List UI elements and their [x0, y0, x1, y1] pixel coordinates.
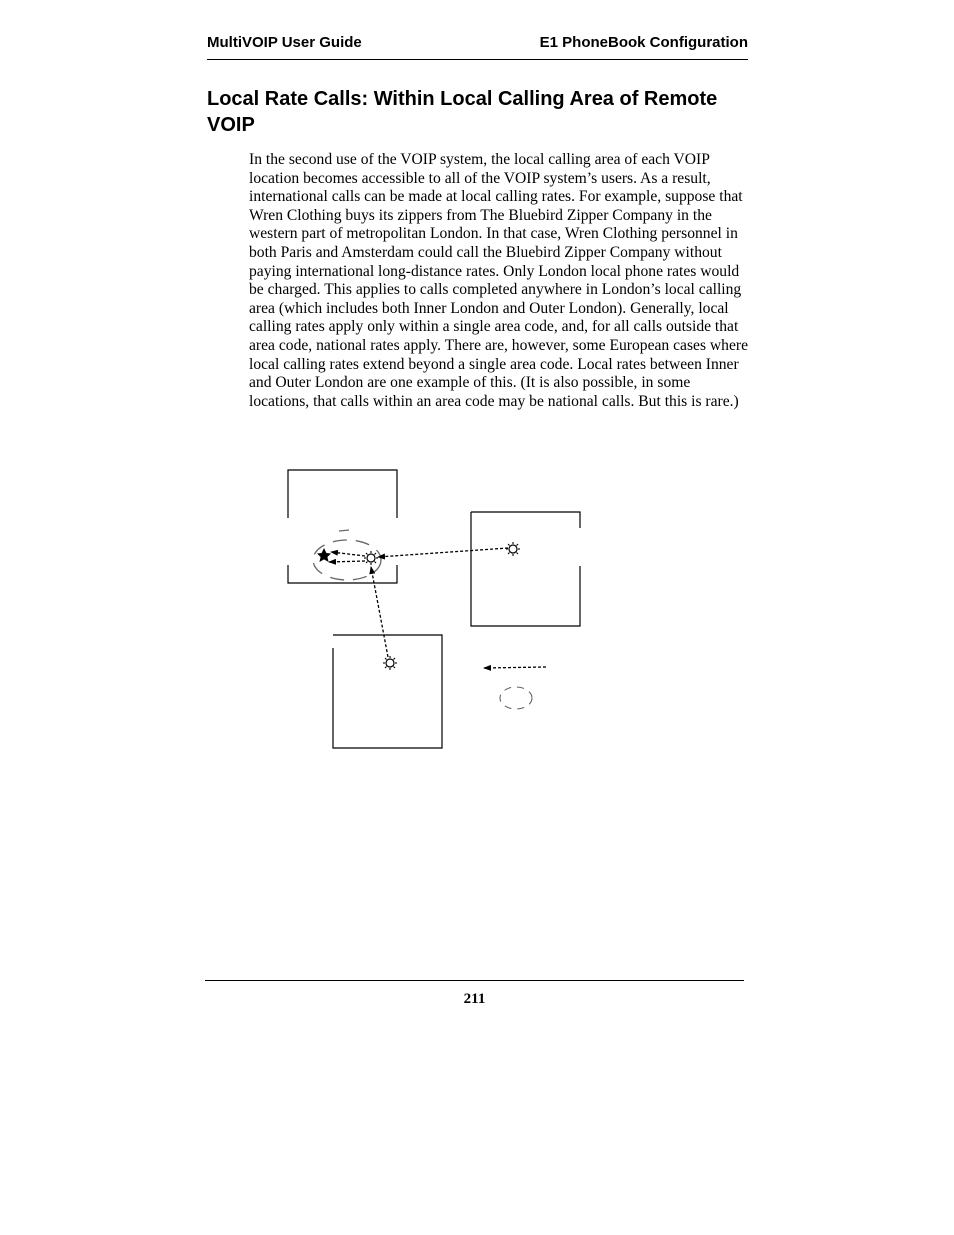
- star-icon: [317, 548, 331, 562]
- call-path-from-bottom: [371, 567, 388, 657]
- call-path-from-right: [378, 548, 508, 557]
- sun-icon: [506, 542, 520, 556]
- body-paragraph: In the second use of the VOIP system, the local calling area of each VOIP location becomes accessible to all of the VOIP system’s users. As a result, international calls can be made at local calling rates. For example, suppose that Wren Clothing buys its zippers from The Bluebird Zipper Company in the western part of metropolitan London. In that case, Wren Clothing personnel in both Paris and Amsterdam could call the Bluebird Zipper Company without paying international long-distance rates. Only London local phone rates would be charged. This applies to calls completed anywhere in London’s local calling area (which includes both Inner London and Outer London). Generally, local calling rates apply only within a single area code, and, for all calls outside that area code, national rates apply. There are, however, some European cases where local calling rates extend beyond a single area code. Local rates between Inner and Outer London are one example of this. (It is also possible, in some locations, that calls within an area code may be national calls. But this is rare.): [249, 151, 748, 410]
- sun-icon: [364, 551, 378, 565]
- sun-icon: [383, 656, 397, 670]
- header-guide-title: MultiVOIP User Guide: [207, 34, 362, 51]
- remote-location-box-right: [471, 512, 580, 626]
- call-path-to-destination-1: [331, 552, 365, 556]
- page-header: [207, 33, 748, 60]
- header-section-title: E1 PhoneBook Configuration: [539, 34, 748, 51]
- local-area-dash-mark: [339, 530, 349, 531]
- legend-dotted-arrow-icon: [484, 667, 546, 668]
- footer-rule: [205, 980, 744, 981]
- call-path-to-destination-2: [329, 561, 365, 562]
- page-number: 211: [463, 991, 486, 1007]
- section-title: Local Rate Calls: Within Local Calling Area of Remote VOIP: [207, 88, 718, 136]
- local-calling-diagram: [280, 462, 590, 762]
- london-location-box: [288, 470, 397, 583]
- legend-dashed-ellipse-icon: [500, 687, 532, 709]
